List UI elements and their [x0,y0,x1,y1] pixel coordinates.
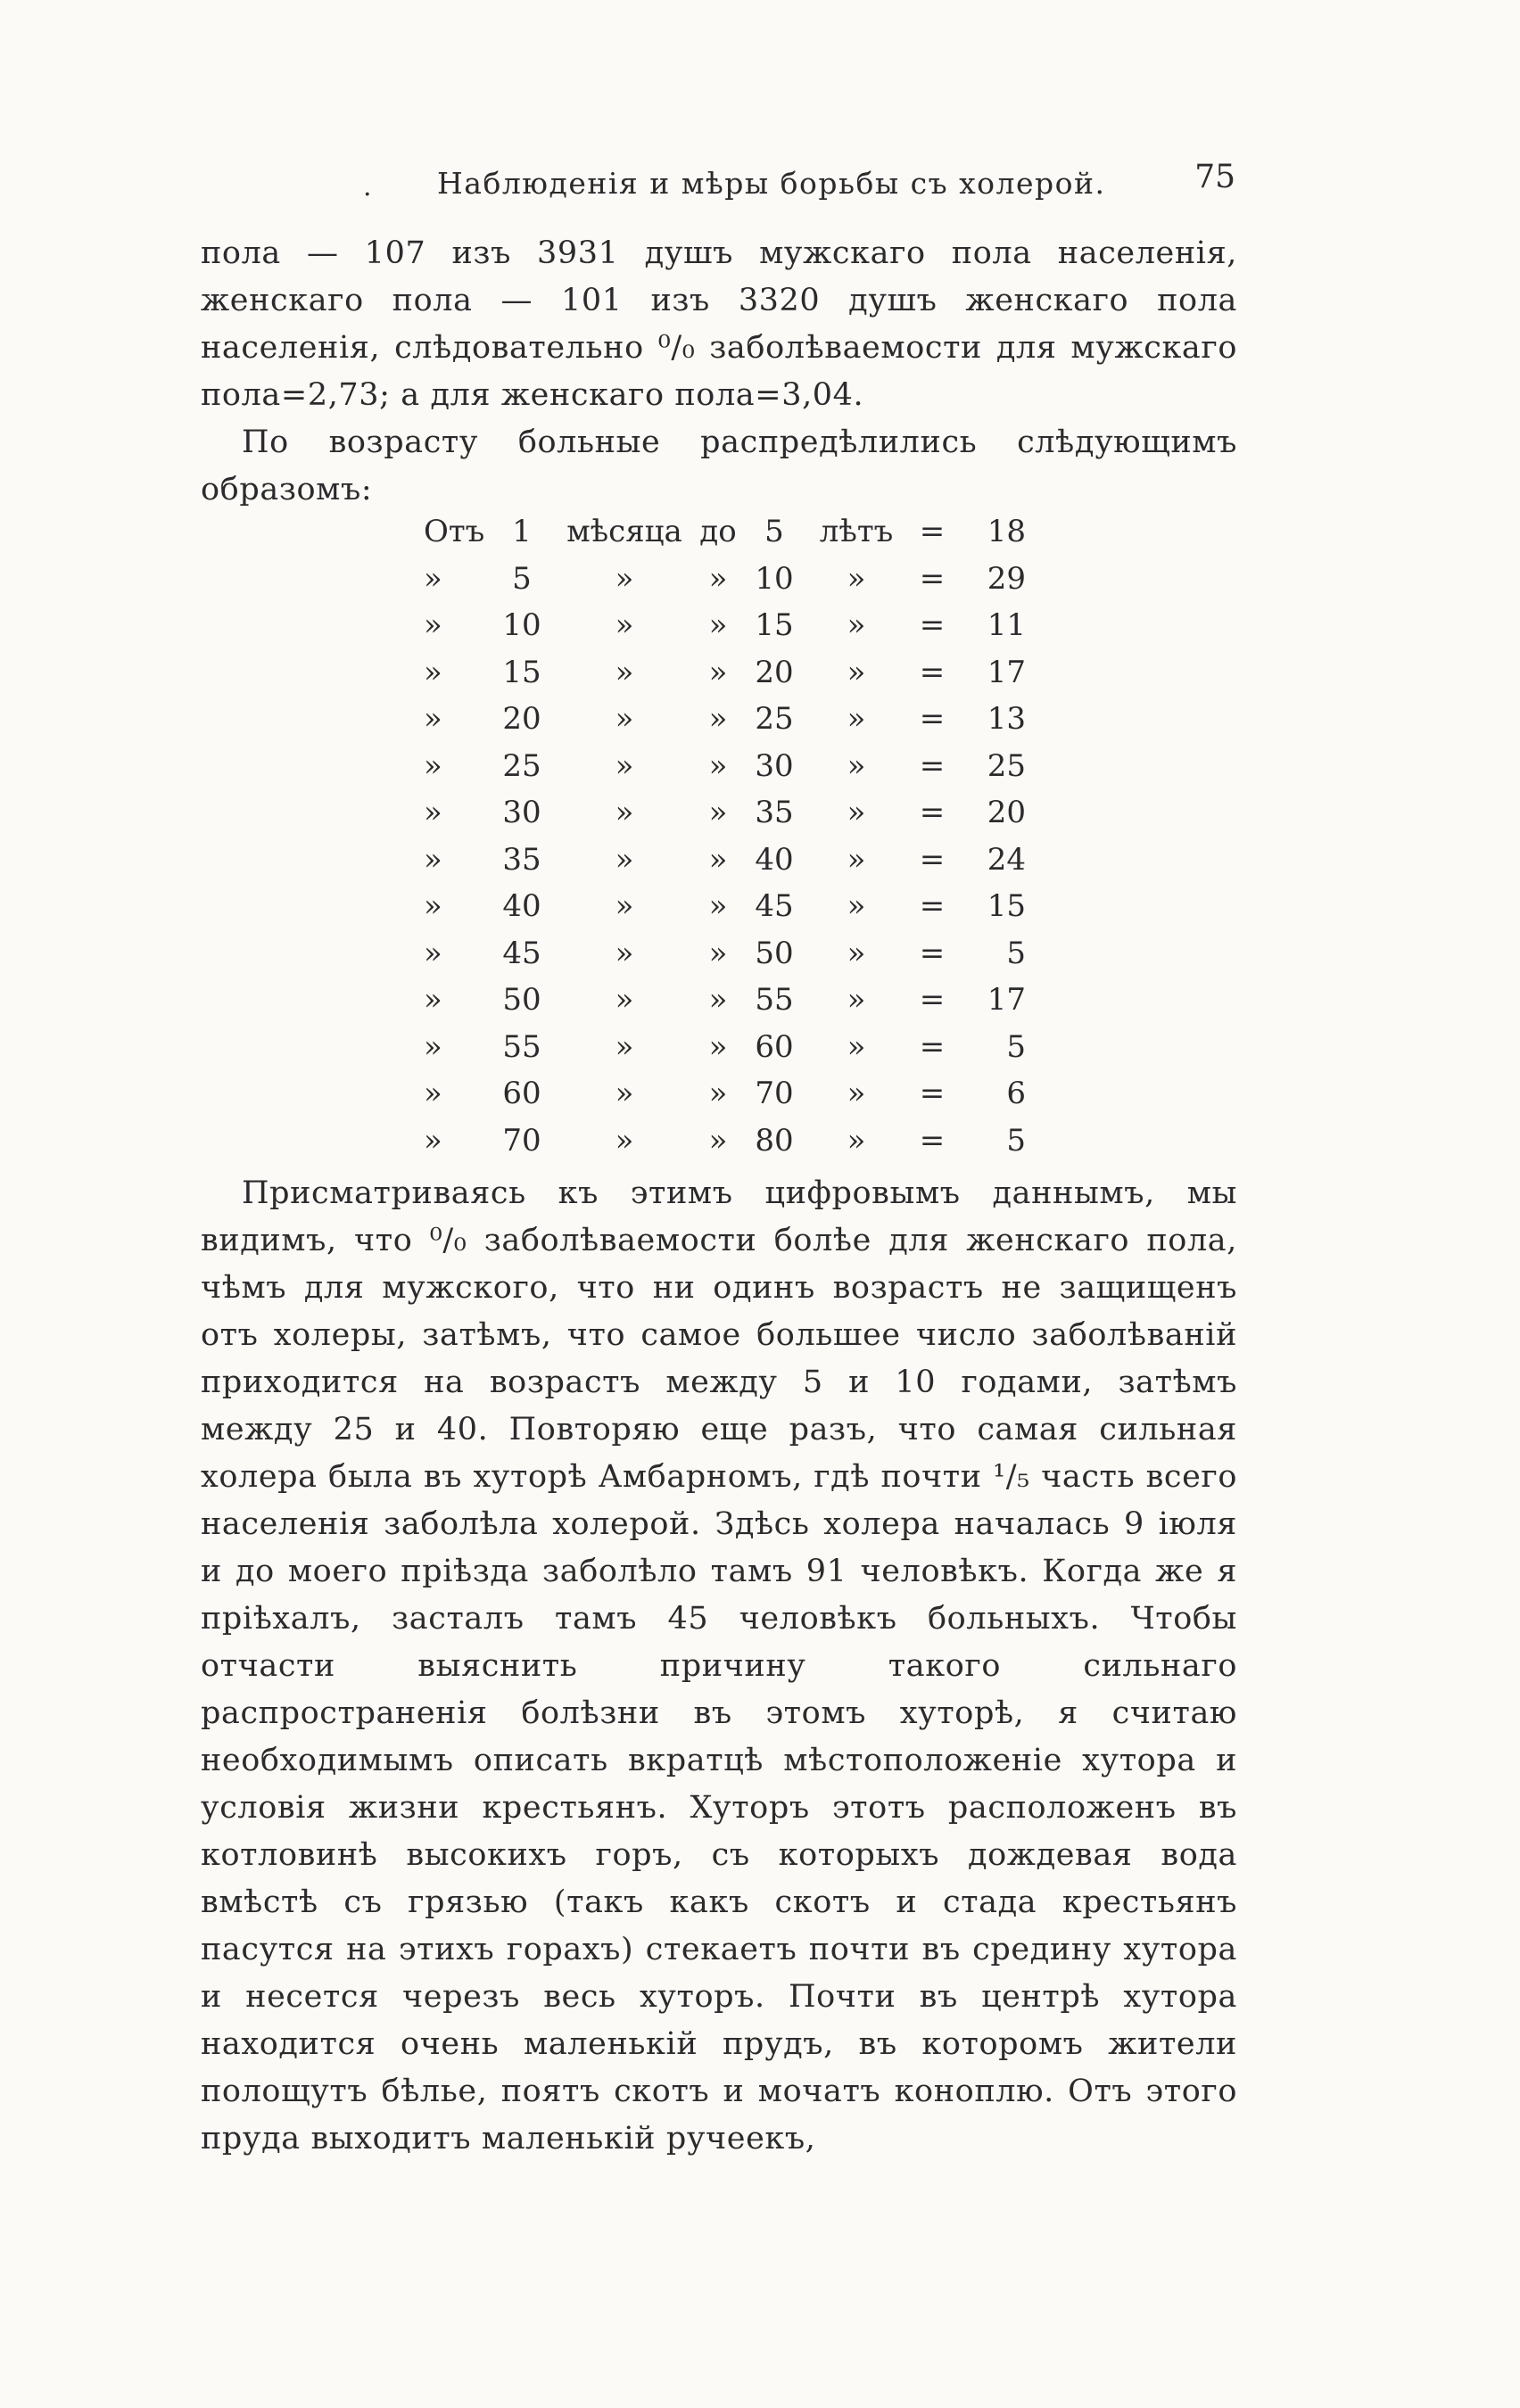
table-cell-count: 17 [987,654,1026,690]
table-cell-start: 50 [502,982,541,1018]
table-cell-eq: = [919,935,946,971]
table-row [424,607,1030,655]
table-cell-from: » [424,560,442,597]
table-cell-from: » [424,795,442,830]
table-cell-count: 17 [987,982,1026,1018]
table-cell-from: » [424,747,442,784]
table-row [424,936,1030,983]
table-cell-unit: » [615,888,634,924]
table-cell-end: 40 [755,841,794,878]
table-cell-years: » [847,1028,866,1065]
table-cell-count: 5 [1006,1028,1026,1065]
table-cell-start: 25 [502,747,541,784]
table-cell-count: 13 [987,701,1026,737]
table-cell-eq: = [919,607,946,643]
table-cell-start: 5 [512,560,532,597]
table-cell-count: 5 [1006,1122,1026,1159]
age-distribution-table [424,514,1030,1169]
table-cell-unit: » [615,560,634,597]
table-cell-to: » [708,747,728,784]
table-cell-count: 25 [987,747,1026,784]
table-cell-unit: » [615,701,634,737]
table-cell-start: 45 [502,935,541,971]
running-title: Наблюденія и мѣры борьбы съ холерой. [437,166,1106,201]
table-cell-unit: мѣсяца [566,514,682,549]
table-cell-count: 15 [987,888,1026,924]
table-cell-eq: = [919,1028,946,1065]
table-cell-to: » [708,560,728,597]
table-cell-from: » [424,888,442,924]
table-cell-eq: = [919,1122,946,1159]
table-row [424,1123,1030,1170]
table-cell-years: » [847,935,866,971]
table-cell-eq: = [919,795,946,830]
table-cell-to: » [708,1122,728,1159]
table-cell-end: 30 [755,747,794,784]
table-cell-eq: = [919,701,946,737]
table-cell-to: » [708,982,728,1018]
table-cell-from: » [424,1122,442,1159]
table-cell-years: » [847,701,866,737]
table-cell-to: » [708,841,728,878]
table-cell-to: » [708,1028,728,1065]
table-cell-start: 20 [502,701,541,737]
table-cell-unit: » [615,935,634,971]
table-cell-start: 55 [502,1028,541,1065]
table-cell-end: 5 [764,514,784,549]
table-cell-years: » [847,888,866,924]
table-cell-eq: = [919,654,946,690]
header-dot: . [363,171,372,202]
table-cell-end: 20 [755,654,794,690]
table-cell-count: 5 [1006,935,1026,971]
table-cell-end: 35 [755,795,794,830]
table-row [424,795,1030,842]
table-row [424,982,1030,1029]
table-cell-to: » [708,654,728,690]
table-cell-years: » [847,795,866,830]
table-cell-to: » [708,701,728,737]
table-cell-unit: » [615,982,634,1018]
table-cell-start: 10 [502,607,541,643]
table-cell-unit: » [615,841,634,878]
running-header [201,159,1235,212]
table-cell-to: » [708,795,728,830]
table-row [424,514,1030,561]
table-cell-eq: = [919,888,946,924]
table-cell-end: 50 [755,935,794,971]
table-cell-to: до [699,514,737,549]
table-cell-years: » [847,982,866,1018]
table-cell-to: » [708,888,728,924]
paragraph-2-text: По возрасту больные распредѣлились слѣдующимъ образомъ: [201,425,1237,507]
table-cell-count: 29 [987,560,1026,597]
table-cell-end: 55 [755,982,794,1018]
table-cell-end: 25 [755,701,794,737]
table-cell-years: » [847,607,866,643]
table-cell-years: » [847,1122,866,1159]
table-cell-end: 70 [755,1076,794,1111]
table-cell-count: 18 [987,514,1026,549]
table-cell-years: » [847,841,866,878]
table-cell-from: » [424,841,442,878]
table-cell-eq: = [919,982,946,1018]
table-cell-from: » [424,607,442,643]
table-row [424,1076,1030,1123]
table-cell-years: лѣтъ [819,514,894,549]
table-row [424,888,1030,936]
table-cell-years: » [847,654,866,690]
table-cell-unit: » [615,1122,634,1159]
table-cell-to: » [708,935,728,971]
table-cell-unit: » [615,607,634,643]
table-cell-eq: = [919,514,946,549]
table-cell-start: 60 [502,1076,541,1111]
paragraph-1-text: пола — 107 изъ 3931 душъ мужскаго пола населенія, женскаго пола — 101 изъ 3320 душъ женскаго пола населенія, слѣдовательно ⁰/₀ заболѣваемости для мужскаго пола=2,73; а для женскаго пола=3,04. [201,235,1237,413]
table-cell-to: » [708,607,728,643]
table-row [424,655,1030,702]
table-cell-eq: = [919,841,946,878]
table-cell-unit: » [615,747,634,784]
table-cell-count: 24 [987,841,1026,878]
table-cell-end: 10 [755,560,794,597]
table-cell-end: 45 [755,888,794,924]
table-cell-to: » [708,1076,728,1111]
table-cell-end: 80 [755,1122,794,1159]
table-cell-from: » [424,982,442,1018]
paragraph-3-text: Присматриваясь къ этимъ цифровымъ даннымъ, мы видимъ, что ⁰/₀ заболѣваемости болѣе для женскаго пола, чѣмъ для мужского, что ни одинъ возрастъ не защищенъ отъ холеры, затѣмъ, что самое большее число заболѣваній приходится на возрастъ между 5 и 10 годами, затѣмъ между 25 и 40. Повторяю еще разъ, что самая сильная холера была въ хуторѣ Амбарномъ, гдѣ почти ¹/₅ часть всего населенія заболѣла холерой. Здѣсь холера началась 9 іюля и до моего пріѣзда заболѣло тамъ 91 человѣкъ. Когда же я пріѣхалъ, засталъ тамъ 45 человѣкъ больныхъ. Чтобы отчасти выяснить причину такого сильнаго распространенія болѣзни въ этомъ хуторѣ, я считаю необходимымъ описать вкратцѣ мѣстоположеніе хутора и условія жизни крестьянъ. Хуторъ этотъ расположенъ въ котловинѣ высокихъ горъ, съ которыхъ дождевая вода вмѣстѣ съ грязью (такъ какъ скотъ и стада крестьянъ пасутся на этихъ горахъ) стекаетъ почти въ средину хутора и несется черезъ весь хуторъ. Почти въ центрѣ хутора находится очень маленькій прудъ, въ которомъ жители полощутъ бѣлье, поятъ скотъ и мочатъ коноплю. Отъ этого пруда выходитъ маленькій ручеекъ, [201,1175,1237,2156]
paragraph-2 [201,419,1237,514]
page-number: 75 [1194,159,1235,195]
table-cell-from: » [424,701,442,737]
paragraph-3 [201,1170,1237,2163]
table-cell-unit: » [615,1076,634,1111]
table-cell-start: 35 [502,841,541,878]
table-cell-unit: » [615,654,634,690]
table-cell-eq: = [919,747,946,784]
table-cell-start: 30 [502,795,541,830]
table-cell-from: » [424,654,442,690]
table-cell-start: 70 [502,1122,541,1159]
table-row [424,701,1030,748]
table-cell-from: Отъ [424,514,485,549]
table-cell-start: 15 [502,654,541,690]
table-cell-years: » [847,747,866,784]
table-row [424,842,1030,889]
table-cell-from: » [424,935,442,971]
table-cell-start: 1 [512,514,532,549]
table-cell-years: » [847,560,866,597]
paragraph-1 [201,230,1237,419]
table-cell-count: 6 [1006,1076,1026,1111]
table-cell-count: 11 [987,607,1026,643]
table-row [424,561,1030,608]
table-cell-count: 20 [987,795,1026,830]
table-row [424,1029,1030,1076]
table-row [424,748,1030,796]
table-cell-years: » [847,1076,866,1111]
table-cell-eq: = [919,1076,946,1111]
table-cell-eq: = [919,560,946,597]
table-cell-end: 15 [755,607,794,643]
table-cell-end: 60 [755,1028,794,1065]
table-cell-start: 40 [502,888,541,924]
table-cell-unit: » [615,1028,634,1065]
table-cell-from: » [424,1076,442,1111]
table-cell-unit: » [615,795,634,830]
table-cell-from: » [424,1028,442,1065]
